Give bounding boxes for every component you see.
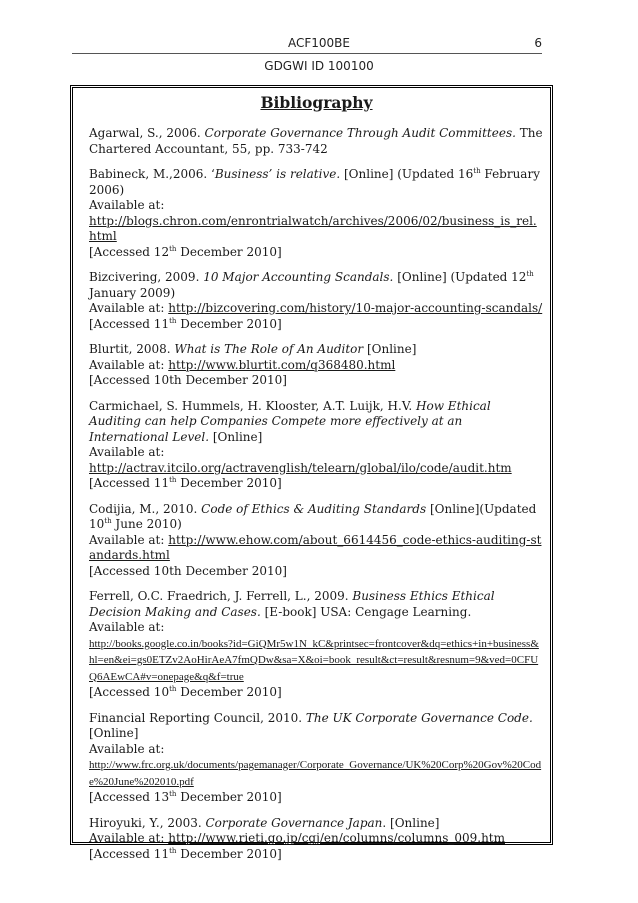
reference-citation [89, 270, 544, 301]
accessed-text: [Accessed 11 [89, 476, 170, 490]
reference-details: [Online] [363, 342, 417, 356]
available-at-label: Available at: [89, 831, 169, 845]
reference-author: Blurtit, 2008. [89, 342, 175, 356]
bibliography-title: Bibliography [260, 93, 373, 112]
reference-work-title: 10 Major Accounting Scandals. [203, 270, 394, 284]
reference-citation [89, 399, 544, 446]
available-at-label: Available at: [89, 741, 165, 756]
reference-blurtit [89, 342, 544, 389]
reference-author: Financial Reporting Council, 2010. [89, 710, 306, 725]
reference-citation [89, 502, 544, 533]
accessed-date: [Accessed 10th December 2010] [89, 373, 287, 387]
accessed-text: December 2010] [176, 846, 282, 861]
reference-details: February 2006) [89, 167, 540, 197]
available-at-label: Available at: [89, 532, 169, 547]
page-number: 6 [534, 36, 542, 50]
accessed-text: December 2010] [176, 476, 282, 490]
ordinal-suffix: th [169, 790, 177, 798]
accessed-date [89, 317, 544, 333]
reference-details: [Online] [209, 429, 263, 444]
available-at-label: Available at: [89, 198, 165, 212]
ordinal-suffix: th [169, 685, 177, 693]
reference-work-title: Corporate Governance Japan [205, 815, 383, 830]
reference-author: Bizcivering, 2009. [89, 270, 204, 284]
ordinal-suffix: th [526, 270, 534, 278]
reference-details: . [Online] [382, 815, 440, 830]
availability-line [89, 301, 544, 317]
ordinal-suffix: th [473, 167, 481, 175]
accessed-text: December 2010] [176, 685, 282, 699]
reference-bizcivering [89, 270, 544, 332]
reference-citation [89, 342, 544, 358]
reference-details: January 2009) [89, 285, 176, 300]
reference-carmichael [89, 399, 544, 492]
reference-author: Codijia, M., 2010. [89, 501, 202, 516]
reference-author: Hiroyuki, Y., 2003. [89, 815, 206, 830]
reference-citation [89, 167, 544, 198]
reference-details: [E-book] USA: Cengage Learning. [260, 604, 472, 619]
reference-citation [89, 711, 544, 742]
reference-codijia [89, 502, 544, 580]
reference-work-title: Code of Ethics & Auditing Standards [201, 501, 427, 516]
reference-link[interactable]: http://www.rieti.go.jp/cgj/en/columns/columns_009.htm [168, 831, 505, 845]
reference-details: June 2010) [111, 517, 182, 531]
reference-agarwal [89, 126, 544, 157]
reference-details: [Online] (Updated 16 [340, 167, 474, 181]
reference-work-title: Corporate Governance Through Audit Committees. [204, 126, 516, 140]
reference-citation [89, 589, 544, 620]
available-at-label: Available at: [89, 620, 165, 634]
reference-work-title: What is The Role of An Auditor [174, 342, 364, 356]
reference-author: Babineck, M.,2006. ‘ [89, 167, 215, 181]
accessed-date [89, 245, 544, 261]
reference-work-title: Business’ is relative. [214, 167, 341, 181]
reference-frc [89, 711, 544, 806]
reference-link[interactable]: http://books.google.co.in/books?id=GiQMr5w1N_kC&printsec=frontcover&dq=ethics+in+business&hl=en&ei=gs0ETZv2AoHirAeA7fmQDw&sa=X&oi=book_result&ct=result&resnum=9&ved=0CFUQ6AEwCA#v=onepage&q&f=true [89, 637, 539, 683]
reference-link[interactable]: http://blogs.chron.com/enrontrialwatch/archives/2006/02/business_is_rel.html [89, 213, 537, 243]
available-at-label: Available at: [89, 357, 169, 372]
accessed-text: December 2010] [176, 790, 282, 804]
availability-line [89, 831, 544, 862]
reference-work-title: How Ethical Auditing can help Companies Compete more effectively at an International Level. [89, 398, 491, 444]
accessed-text: [Accessed 11 [89, 316, 170, 331]
reference-link[interactable]: http://bizcovering.com/history/10-major-accounting-scandals/ [168, 301, 543, 315]
accessed-text: December 2010] [176, 244, 282, 259]
course-code: ACF100BE [288, 36, 350, 50]
bibliography-section [89, 93, 544, 872]
ordinal-suffix: th [169, 846, 177, 855]
accessed-text: [Accessed 11 [89, 846, 170, 861]
reference-details: [Online] (Updated 12 [393, 270, 527, 284]
accessed-date [89, 476, 544, 492]
accessed-text: December 2010] [176, 316, 282, 331]
available-at-label: Available at: [89, 445, 165, 459]
ordinal-suffix: th [104, 517, 112, 525]
reference-author: Ferrell, O.C. Fraedrich, J. Ferrell, L., 2009. [89, 589, 353, 603]
reference-author: Agarwal, S., 2006. [89, 126, 205, 140]
reference-hiroyuki [89, 816, 544, 863]
reference-details: [Online](Updated 10 [89, 501, 537, 531]
reference-work-title: The UK Corporate Governance Code. [305, 710, 533, 725]
accessed-text: [Accessed 10 [89, 685, 170, 699]
student-id: GDGWI ID 100100 [264, 59, 374, 73]
reference-author: Carmichael, S. Hummels, H. Klooster, A.T. Luijk, H.V. [89, 398, 417, 413]
accessed-text: [Accessed 13 [89, 790, 170, 804]
reference-details: [Online] [89, 726, 139, 740]
ordinal-suffix: th [169, 316, 177, 325]
available-at-label: Available at: [89, 301, 169, 315]
accessed-date [89, 790, 544, 806]
accessed-text: [Accessed 12 [89, 244, 170, 259]
reference-work-title: Business Ethics Ethical Decision Making and Cases. [89, 589, 495, 619]
reference-citation [89, 126, 544, 157]
reference-link[interactable]: http://www.frc.org.uk/documents/pagemanager/Corporate_Governance/UK%20Corp%20Gov%20Code%20June%202010.pdf [89, 759, 542, 788]
availability-line [89, 533, 544, 564]
reference-ferrell [89, 589, 544, 701]
ordinal-suffix: th [169, 244, 177, 253]
reference-link[interactable]: http://www.blurtit.com/q368480.html [168, 357, 396, 372]
accessed-date [89, 685, 544, 701]
reference-details: The Chartered Accountant, 55, pp. 733-742 [89, 126, 543, 156]
ordinal-suffix: th [169, 476, 177, 484]
accessed-date: [Accessed 10th December 2010] [89, 563, 287, 578]
reference-babineck [89, 167, 544, 260]
header-rule [72, 53, 542, 54]
reference-citation [89, 816, 544, 832]
reference-link[interactable]: http://actrav.itcilo.org/actravenglish/telearn/global/ilo/code/audit.htm [89, 460, 512, 475]
reference-link[interactable]: http://www.ehow.com/about_6614456_code-ethics-auditing-standards.html [89, 532, 542, 562]
availability-line [89, 358, 544, 374]
